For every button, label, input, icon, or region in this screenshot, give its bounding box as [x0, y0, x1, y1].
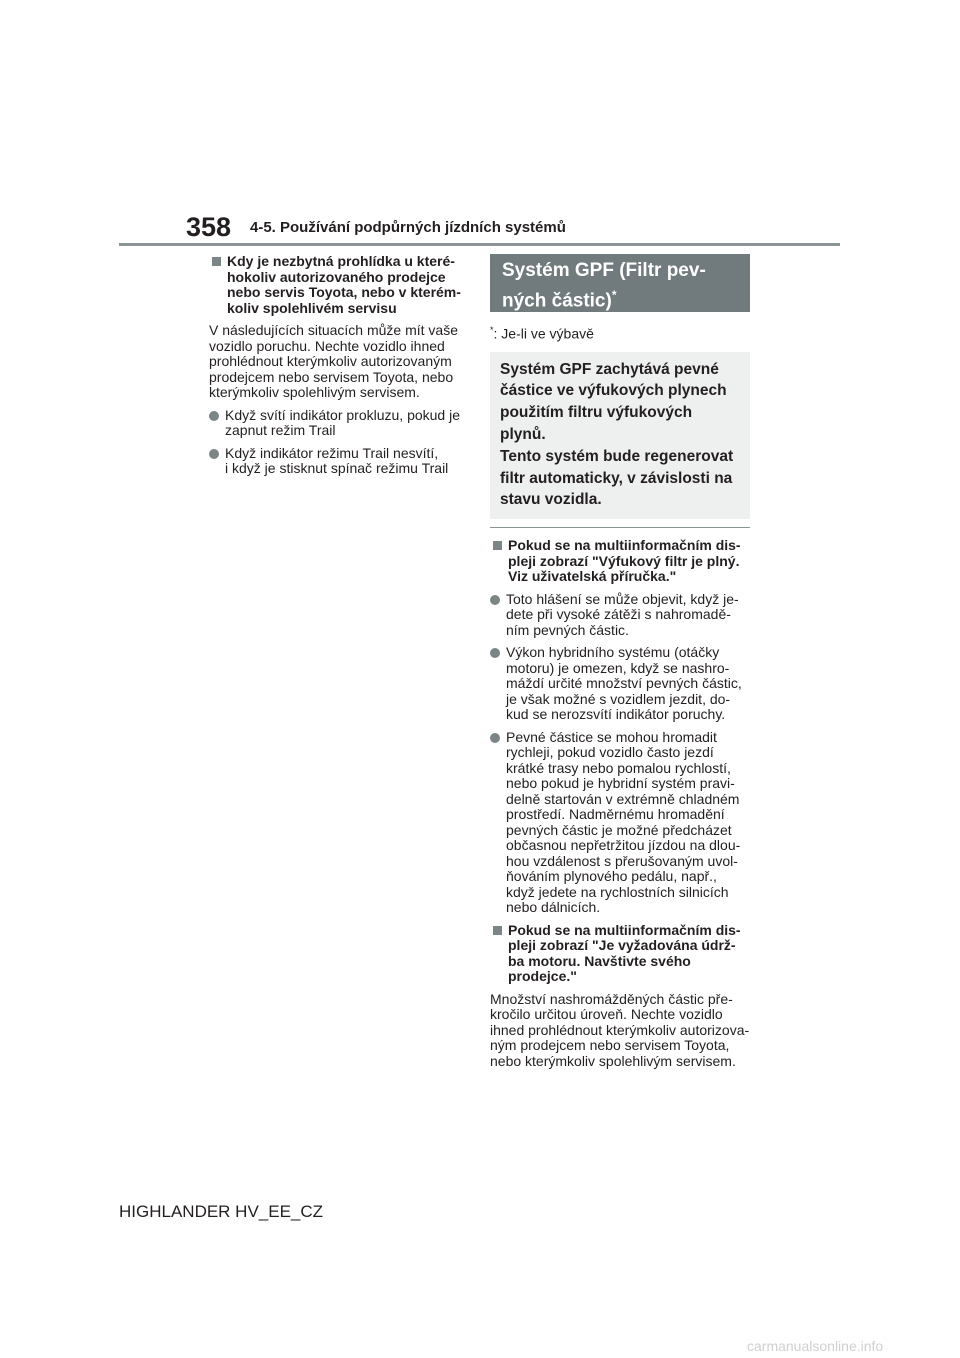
heading-line: pleji zobrazí "Výfukový filtr je plný.: [508, 552, 740, 569]
summary-line: stavu vozidla.: [500, 491, 602, 509]
heading-line: koliv spolehlivém servisu: [227, 299, 397, 316]
title-line: Systém GPF (Filtr pev-: [502, 260, 706, 281]
bullet-line: občasnou nepřetržitou jízdou na dlou-: [506, 837, 741, 854]
equipment-footnote: [490, 322, 750, 342]
bullet-line: Toto hlášení se může objevit, když je-: [506, 590, 739, 607]
round-bullet-icon: [490, 648, 500, 658]
square-bullet-icon: [212, 257, 221, 266]
paragraph-line: kterýmkoliv spolehlivým servisem.: [209, 384, 420, 400]
right-column: [490, 254, 750, 1076]
page-number: 358: [186, 212, 232, 242]
summary-line: částice ve výfukových plynech: [500, 382, 727, 400]
bullet-line: Výkon hybridního systému (otáčky: [506, 644, 720, 661]
bullet-line: Pevné částice se mohou hromadit: [506, 728, 717, 745]
round-bullet-icon: [490, 595, 500, 605]
bullet-line: delně startován v extrémně chladném: [506, 790, 740, 807]
maintenance-paragraph: [490, 992, 750, 1070]
square-bullet-icon: [493, 926, 502, 935]
title-asterisk: *: [611, 288, 617, 302]
heading-line: pleji zobrazí "Je vyžadována údrž-: [508, 937, 736, 954]
paragraph-line: nebo kterýmkoliv spolehlivým servisem.: [490, 1052, 736, 1069]
section-heading-inspection: [209, 254, 469, 316]
round-bullet-icon: [209, 449, 219, 459]
page-header: [0, 0, 960, 250]
bullet-line: motoru) je omezen, když se nashro-: [506, 659, 730, 676]
section-divider: [490, 527, 750, 528]
gpf-section-title: [490, 254, 750, 312]
bullet-line: máždí určité množství pevných částic,: [506, 675, 742, 692]
footnote-text: : Je-li ve výbavě: [493, 325, 594, 342]
paragraph-line: prohlédnout kterýmkoliv autorizovaným: [209, 353, 452, 369]
paragraph-line: Množství nashromážděných částic pře-: [490, 990, 733, 1007]
summary-line: použitím filtru výfukových plynů.: [500, 404, 693, 444]
paragraph-line: vozidlo poruchu. Nechte vozidlo ihned: [209, 337, 445, 354]
heading-line: Pokud se na multiinformačním dis-: [508, 921, 741, 938]
bullet-line: nebo dálnicích.: [506, 899, 601, 916]
bullet-line: je však možné s vozidlem jezdit, do-: [506, 690, 731, 707]
round-bullet-icon: [209, 411, 219, 421]
paragraph-line: V následujících situacích může mít vaše: [209, 322, 458, 338]
bullet-line: kud se nerozsvítí indikátor poruchy.: [506, 706, 726, 723]
heading-line: ba motoru. Navštivte svého: [508, 952, 691, 969]
list-item: [490, 592, 750, 639]
paragraph-line: ihned prohlédnout kterýmkoliv autorizova-: [490, 1021, 750, 1038]
footer-model-code: HIGHLANDER HV_EE_CZ: [119, 1202, 324, 1221]
bullet-line: hou vzdálenost s přerušovaným uvol-: [506, 852, 738, 869]
heading-line: Kdy je nezbytná prohlídka u které-: [227, 253, 455, 269]
section-heading-filter-full: [490, 538, 750, 585]
summary-line: filtr automaticky, v závislosti na: [500, 469, 733, 487]
bullet-line: i když je stisknut spínač režimu Trail: [225, 460, 449, 476]
list-item: [209, 408, 469, 439]
left-column: [209, 254, 469, 484]
list-item: [490, 645, 750, 723]
list-item: [209, 446, 469, 477]
bullet-line: Když svítí indikátor prokluzu, pokud je: [225, 406, 461, 423]
summary-line: Systém GPF zachytává pevné: [500, 360, 719, 378]
footnote-asterisk: *: [490, 325, 494, 335]
bullet-line: nebo pokud je hybridní systém pravi-: [506, 775, 735, 792]
gpf-summary-box: [490, 352, 750, 520]
bullet-line: ňováním plynového pedálu, např.,: [506, 868, 717, 885]
bullet-line: prostředí. Nadměrnému hromadění: [506, 806, 725, 823]
heading-line: Viz uživatelská příručka.": [508, 568, 677, 585]
section-heading-maintenance: [490, 923, 750, 985]
square-bullet-icon: [493, 541, 502, 550]
title-line: ných částic): [502, 290, 612, 312]
heading-line: prodejce.": [508, 968, 577, 985]
bullet-line: pevných částic je možné předcházet: [506, 821, 732, 838]
round-bullet-icon: [490, 733, 500, 743]
bullet-line: ním pevných částic.: [506, 621, 629, 638]
list-item: [490, 730, 750, 916]
bullet-line: zapnut režim Trail: [225, 422, 336, 438]
chapter-title: 4-5. Používání podpůrných jízdních systémů: [250, 219, 566, 236]
paragraph-line: kročilo určitou úroveň. Nechte vozidlo: [490, 1006, 723, 1023]
summary-line: Tento systém bude regenerovat: [500, 447, 734, 465]
bullet-line: když jedete na rychlostních silnicích: [506, 883, 729, 900]
paragraph-line: prodejcem nebo servisem Toyota, nebo: [209, 368, 454, 385]
inspection-paragraph: [209, 323, 469, 401]
bullet-line: dete při vysoké zátěži s nahromadě-: [506, 606, 731, 623]
watermark: carmanualsonline.info: [747, 1338, 884, 1354]
heading-line: Pokud se na multiinformačním dis-: [508, 537, 741, 554]
paragraph-line: ným prodejcem nebo servisem Toyota,: [490, 1037, 730, 1054]
bullet-line: krátké trasy nebo pomalou rychlostí,: [506, 759, 731, 776]
heading-line: nebo servis Toyota, nebo v kterém-: [227, 284, 461, 300]
header-divider: [119, 243, 840, 246]
bullet-line: Když indikátor režimu Trail nesvítí,: [225, 444, 439, 461]
bullet-line: rychleji, pokud vozidlo často jezdí: [506, 744, 714, 761]
heading-line: hokoliv autorizovaného prodejce: [227, 268, 446, 285]
